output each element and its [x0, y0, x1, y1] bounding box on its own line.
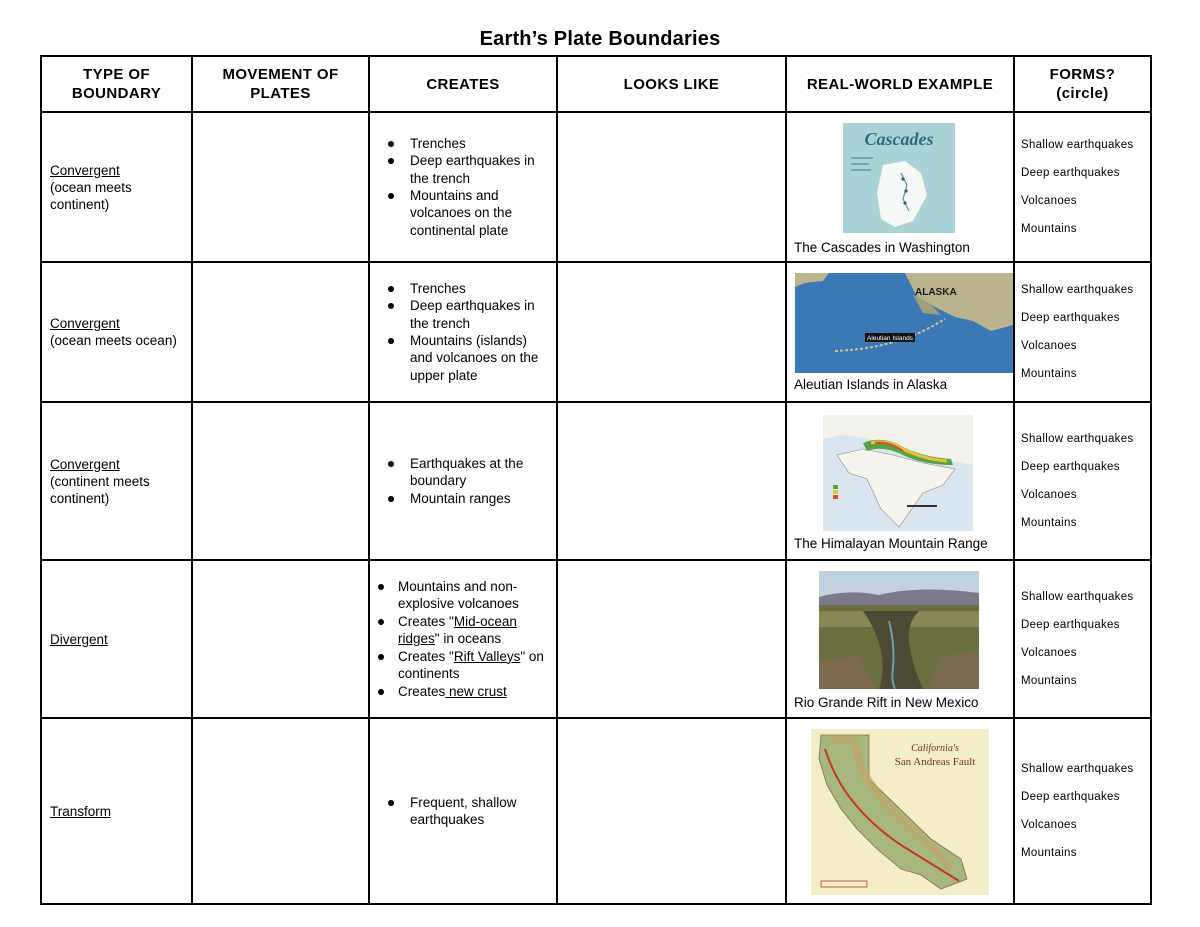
movement-cell[interactable] [192, 402, 369, 560]
list-item: Frequent, shallow earthquakes [382, 794, 548, 829]
movement-cell[interactable] [192, 112, 369, 262]
movement-cell[interactable] [192, 718, 369, 904]
forms-option[interactable]: Volcanoes [1021, 819, 1077, 831]
forms-option[interactable]: Deep earthquakes [1021, 461, 1120, 473]
boundary-type-cell: Convergent (continent meets continent) [41, 402, 192, 560]
table-row [41, 560, 1151, 718]
san-andreas-map-image [811, 729, 989, 895]
looks-like-cell[interactable] [557, 402, 786, 560]
svg-text:ALASKA: ALASKA [915, 287, 957, 298]
header-forms: FORMS? (circle) [1014, 56, 1151, 112]
boundary-type-cell: Divergent [41, 560, 192, 718]
list-item: Mountains (islands) and volcanoes on the upper plate [382, 332, 548, 384]
list-item: Mountain ranges [382, 490, 548, 507]
movement-cell[interactable] [192, 560, 369, 718]
header-row [41, 56, 1151, 112]
list-item: Creates new crust [376, 683, 548, 700]
list-item: Trenches [382, 280, 548, 297]
forms-option[interactable]: Deep earthquakes [1021, 791, 1120, 803]
forms-option[interactable]: Volcanoes [1021, 489, 1077, 501]
forms-cell[interactable] [1014, 560, 1151, 718]
header-looks-like: LOOKS LIKE [557, 56, 786, 112]
forms-option[interactable]: Shallow earthquakes [1021, 284, 1134, 296]
creates-cell [369, 402, 557, 560]
example-caption: The Himalayan Mountain Range [794, 536, 988, 551]
svg-text:Aleutian Islands: Aleutian Islands [867, 335, 913, 342]
movement-cell[interactable] [192, 262, 369, 402]
forms-cell[interactable] [1014, 402, 1151, 560]
list-item: Deep earthquakes in the trench [382, 297, 548, 332]
example-cell [786, 402, 1014, 560]
forms-option[interactable]: Shallow earthquakes [1021, 139, 1134, 151]
forms-option[interactable]: Mountains [1021, 847, 1077, 859]
plate-boundaries-table [40, 55, 1152, 905]
boundary-type-cell: Convergent (ocean meets ocean) [41, 262, 192, 402]
forms-option[interactable]: Shallow earthquakes [1021, 433, 1134, 445]
looks-like-cell[interactable] [557, 560, 786, 718]
header-creates: CREATES [369, 56, 557, 112]
looks-like-cell[interactable] [557, 112, 786, 262]
rio-grande-photo-image [819, 571, 979, 689]
table-row [41, 112, 1151, 262]
creates-cell [369, 112, 557, 262]
forms-option[interactable]: Mountains [1021, 223, 1077, 235]
forms-cell[interactable] [1014, 262, 1151, 402]
forms-option[interactable]: Volcanoes [1021, 195, 1077, 207]
list-item: Deep earthquakes in the trench [382, 152, 548, 187]
table-row [41, 262, 1151, 402]
table-row [41, 402, 1151, 560]
example-caption: Aleutian Islands in Alaska [794, 377, 948, 392]
list-item: Creates "Rift Valleys" on continents [376, 648, 548, 683]
forms-cell[interactable] [1014, 112, 1151, 262]
list-item: Mountains and volcanoes on the continental plate [382, 187, 548, 239]
example-cell [786, 560, 1014, 718]
forms-option[interactable]: Volcanoes [1021, 647, 1077, 659]
forms-cell[interactable] [1014, 718, 1151, 904]
example-caption: Rio Grande Rift in New Mexico [794, 695, 979, 710]
header-example: REAL-WORLD EXAMPLE [786, 56, 1014, 112]
forms-option[interactable]: Deep earthquakes [1021, 167, 1120, 179]
aleutian-map-image [795, 273, 1013, 373]
list-item: Trenches [382, 135, 548, 152]
forms-option[interactable]: Deep earthquakes [1021, 619, 1120, 631]
header-movement: MOVEMENT OF PLATES [192, 56, 369, 112]
cascades-map-image [843, 123, 955, 233]
looks-like-cell[interactable] [557, 718, 786, 904]
svg-text:San Andreas Fault: San Andreas Fault [894, 756, 976, 768]
boundary-type-cell: Transform [41, 718, 192, 904]
forms-option[interactable]: Mountains [1021, 517, 1077, 529]
example-cell [786, 112, 1014, 262]
header-type: TYPE OF BOUNDARY [41, 56, 192, 112]
forms-option[interactable]: Deep earthquakes [1021, 312, 1120, 324]
forms-option[interactable]: Mountains [1021, 675, 1077, 687]
forms-option[interactable]: Mountains [1021, 368, 1077, 380]
example-cell [786, 262, 1014, 402]
example-cell [786, 718, 1014, 904]
creates-cell [369, 560, 557, 718]
boundary-type-cell: Convergent (ocean meets continent) [41, 112, 192, 262]
list-item: Earthquakes at the boundary [382, 455, 548, 490]
list-item: Mountains and non-explosive volcanoes [376, 578, 548, 613]
himalaya-map-image [823, 415, 973, 531]
table-row [41, 718, 1151, 904]
forms-option[interactable]: Volcanoes [1021, 340, 1077, 352]
list-item: Creates "Mid-ocean ridges" in oceans [376, 613, 548, 648]
creates-cell [369, 718, 557, 904]
svg-text:Cascades: Cascades [864, 129, 934, 149]
svg-text:California's: California's [911, 743, 959, 754]
looks-like-cell[interactable] [557, 262, 786, 402]
forms-option[interactable]: Shallow earthquakes [1021, 591, 1134, 603]
page-title: Earth’s Plate Boundaries [479, 28, 721, 50]
forms-option[interactable]: Shallow earthquakes [1021, 763, 1134, 775]
example-caption: The Cascades in Washington [794, 240, 970, 255]
creates-cell [369, 262, 557, 402]
